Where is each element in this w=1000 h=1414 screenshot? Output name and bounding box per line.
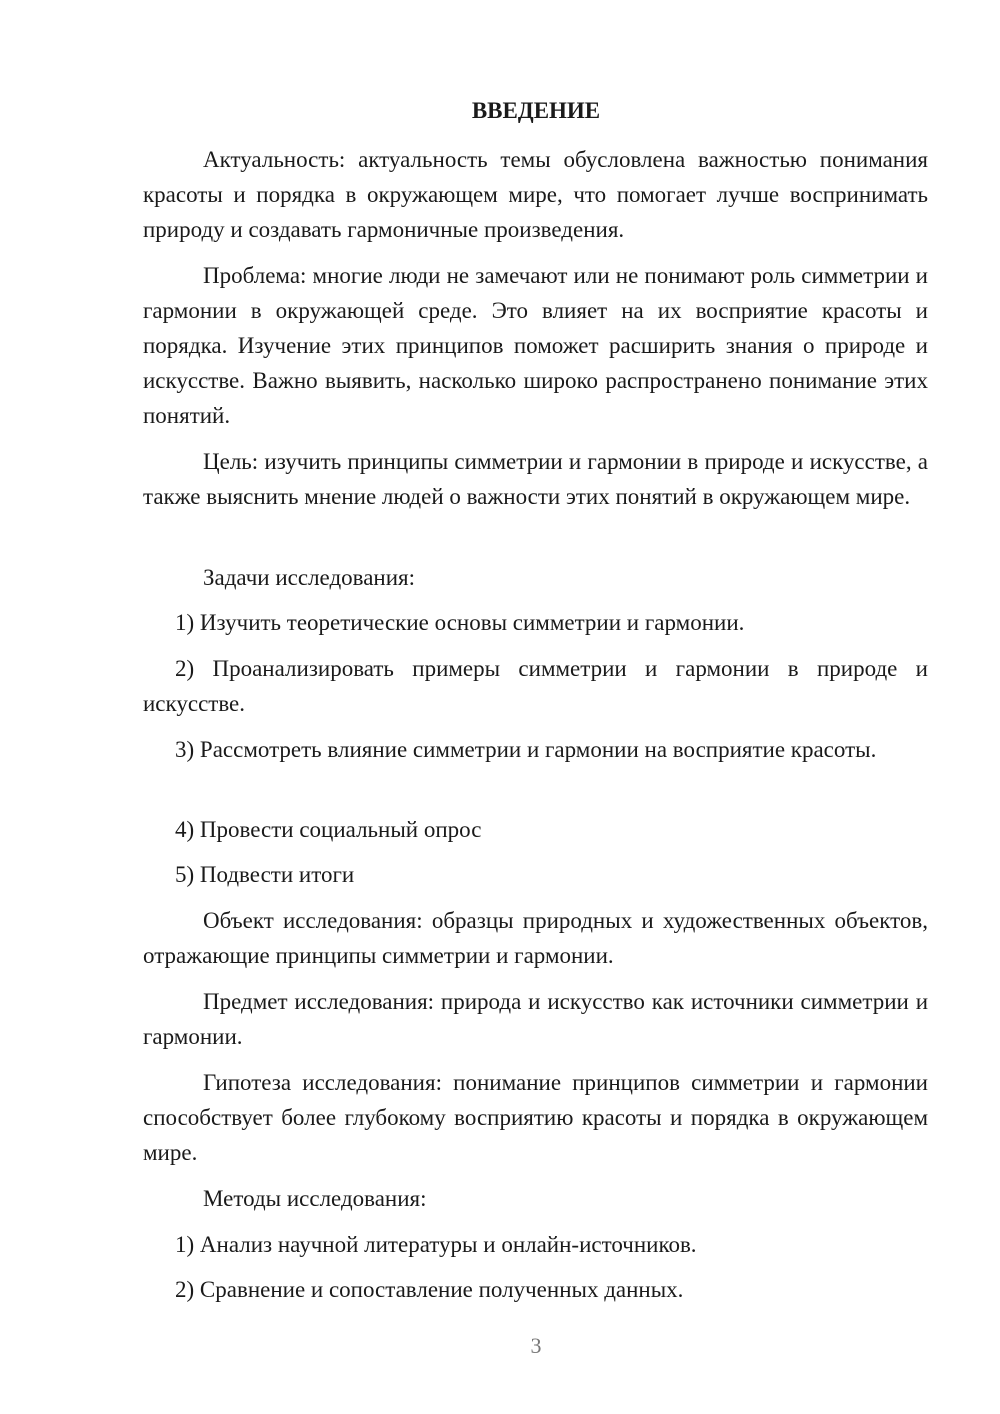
paragraph-relevance: Актуальность: актуальность темы обусловлена важностью понимания красоты и порядка в окружающем мире, что помогает лучше воспринимать природу и создавать гармоничные произведения. — [143, 147, 928, 242]
method-item-2: 2) Сравнение и сопоставление полученных данных. — [175, 1277, 684, 1302]
task-item-1: 1) Изучить теоретические основы симметрии и гармонии. — [175, 610, 745, 635]
page-number: 3 — [530, 1333, 542, 1358]
task-item-5: 5) Подвести итоги — [175, 862, 355, 887]
task-item-3: 3) Рассмотреть влияние симметрии и гармонии на восприятие красоты. — [175, 737, 877, 762]
method-item-1: 1) Анализ научной литературы и онлайн-источников. — [175, 1232, 697, 1257]
task-item-4: 4) Провести социальный опрос — [175, 817, 482, 842]
tasks-title: Задачи исследования: — [203, 565, 416, 590]
paragraph-hypothesis: Гипотеза исследования: понимание принципов симметрии и гармонии способствует более глубокому восприятию красоты и порядка в окружающем мире. — [143, 1070, 928, 1165]
paragraph-goal: Цель: изучить принципы симметрии и гармонии в природе и искусстве, а также выяснить мнение людей о важности этих понятий в окружающем мире. — [143, 449, 928, 509]
task-item-2: 2) Проанализировать примеры симметрии и гармонии в природе и искусстве. — [143, 656, 928, 716]
paragraph-subject: Предмет исследования: природа и искусство как источники симметрии и гармонии. — [143, 989, 928, 1049]
paragraph-object: Объект исследования: образцы природных и художественных объектов, отражающие принципы симметрии и гармонии. — [143, 908, 928, 968]
paragraph-problem: Проблема: многие люди не замечают или не понимают роль симметрии и гармонии в окружающей среде. Это влияет на их восприятие красоты и порядка. Изучение этих принципов поможет расширить знания о природе и искусстве. Важно выявить, насколько широко распространено понимание этих понятий. — [143, 263, 928, 428]
methods-title: Методы исследования: — [203, 1186, 427, 1211]
page-title: ВВЕДЕНИЕ — [471, 98, 601, 123]
